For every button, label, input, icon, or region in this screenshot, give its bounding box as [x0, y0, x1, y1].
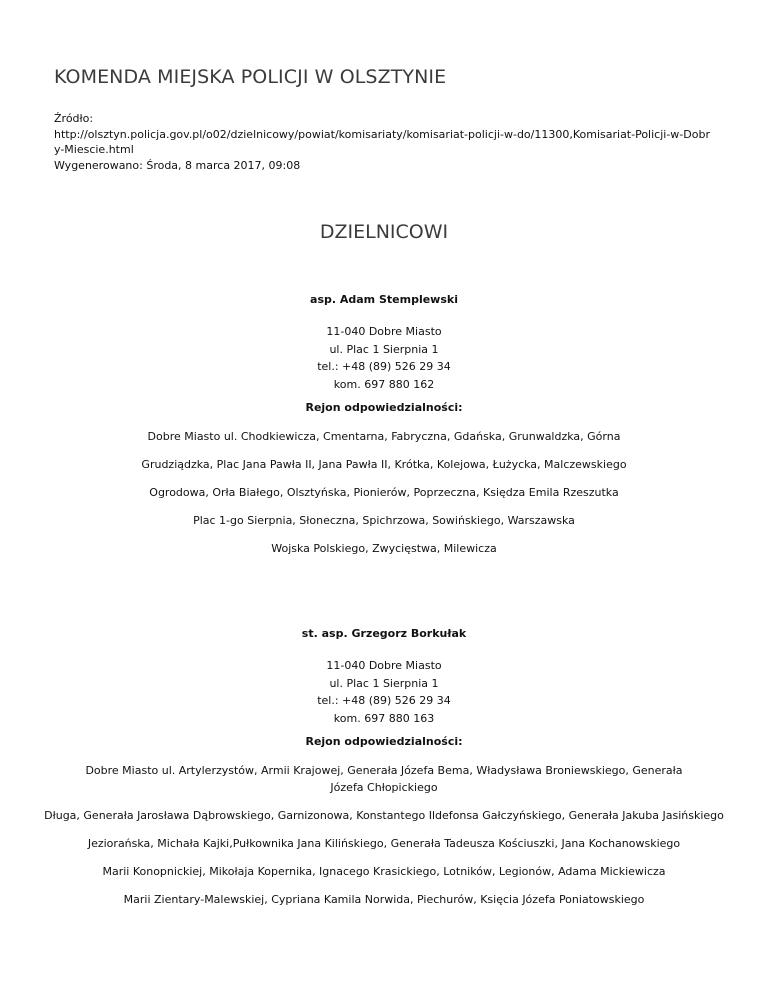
address-line: ul. Plac 1 Sierpnia 1 [329, 676, 439, 690]
mobile-line: kom. 697 880 163 [333, 711, 435, 725]
section-title: DZIELNICOWI [319, 221, 449, 243]
area-line: Długa, Generała Jarosława Dąbrowskiego, Garnizonowa, Konstantego Ildefonsa Gałczyńskiego, Generała Jakuba Jasińskiego [44, 809, 724, 822]
officer-card [0, 627, 768, 908]
area-line: Wojska Polskiego, Zwycięstwa, Milewicza [271, 542, 497, 555]
address-line: 11-040 Dobre Miasto [326, 659, 442, 672]
address-line: 11-040 Dobre Miasto [326, 325, 442, 338]
phone-line: tel.: +48 (89) 526 29 34 [317, 694, 451, 707]
officer-name: st. asp. Grzegorz Borkułak [301, 627, 467, 640]
address-line: ul. Plac 1 Sierpnia 1 [329, 342, 439, 356]
officer-name: asp. Adam Stemplewski [310, 293, 458, 306]
source-url: http://olsztyn.policja.gov.pl/o02/dzielnicowy/powiat/komisariaty/komisariat-policji-w-do/11300,Komisariat-Policji-w-Dobry-Miescie.html [54, 127, 710, 156]
mobile-line: kom. 697 880 162 [333, 377, 435, 391]
area-line: Grudziądzka, Plac Jana Pawła II, Jana Pawła II, Krótka, Kolejowa, Łużycka, Malczewskiego [141, 458, 627, 471]
area-line: Jeziorańska, Michała Kajki,Pułkownika Jana Kilińskiego, Generała Tadeusza Kościuszki, Jana Kochanowskiego [87, 837, 681, 850]
generated-timestamp: Wygenerowano: Środa, 8 marca 2017, 09:08 [54, 158, 301, 172]
area-line: Dobre Miasto ul. Artylerzystów, Armii Krajowej, Generała Józefa Bema, Władysława Broniewskiego, Generała Józefa Chłopickiego [85, 764, 683, 794]
responsibility-label: Rejon odpowiedzialności: [305, 735, 463, 748]
source-info [54, 111, 714, 173]
area-line: Dobre Miasto ul. Chodkiewicza, Cmentarna, Fabryczna, Gdańska, Grunwaldzka, Górna [147, 430, 621, 443]
officer-card [0, 293, 768, 557]
page-title: KOMENDA MIEJSKA POLICJI W OLSZTYNIE [54, 66, 447, 88]
area-line: Marii Zientary-Malewskiej, Cypriana Kamila Norwida, Piechurów, Księcia Józefa Poniatowskiego [123, 893, 645, 906]
area-line: Plac 1-go Sierpnia, Słoneczna, Spichrzowa, Sowińskiego, Warszawska [193, 514, 575, 527]
area-line: Ogrodowa, Orła Białego, Olsztyńska, Pionierów, Poprzeczna, Księdza Emila Rzeszutka [149, 486, 619, 499]
phone-line: tel.: +48 (89) 526 29 34 [317, 360, 451, 373]
source-label: Źródło: [54, 112, 94, 125]
area-line: Marii Konopnickiej, Mikołaja Kopernika, Ignacego Krasickiego, Lotników, Legionów, Adama Mickiewicza [102, 865, 666, 878]
responsibility-label: Rejon odpowiedzialności: [305, 401, 463, 414]
